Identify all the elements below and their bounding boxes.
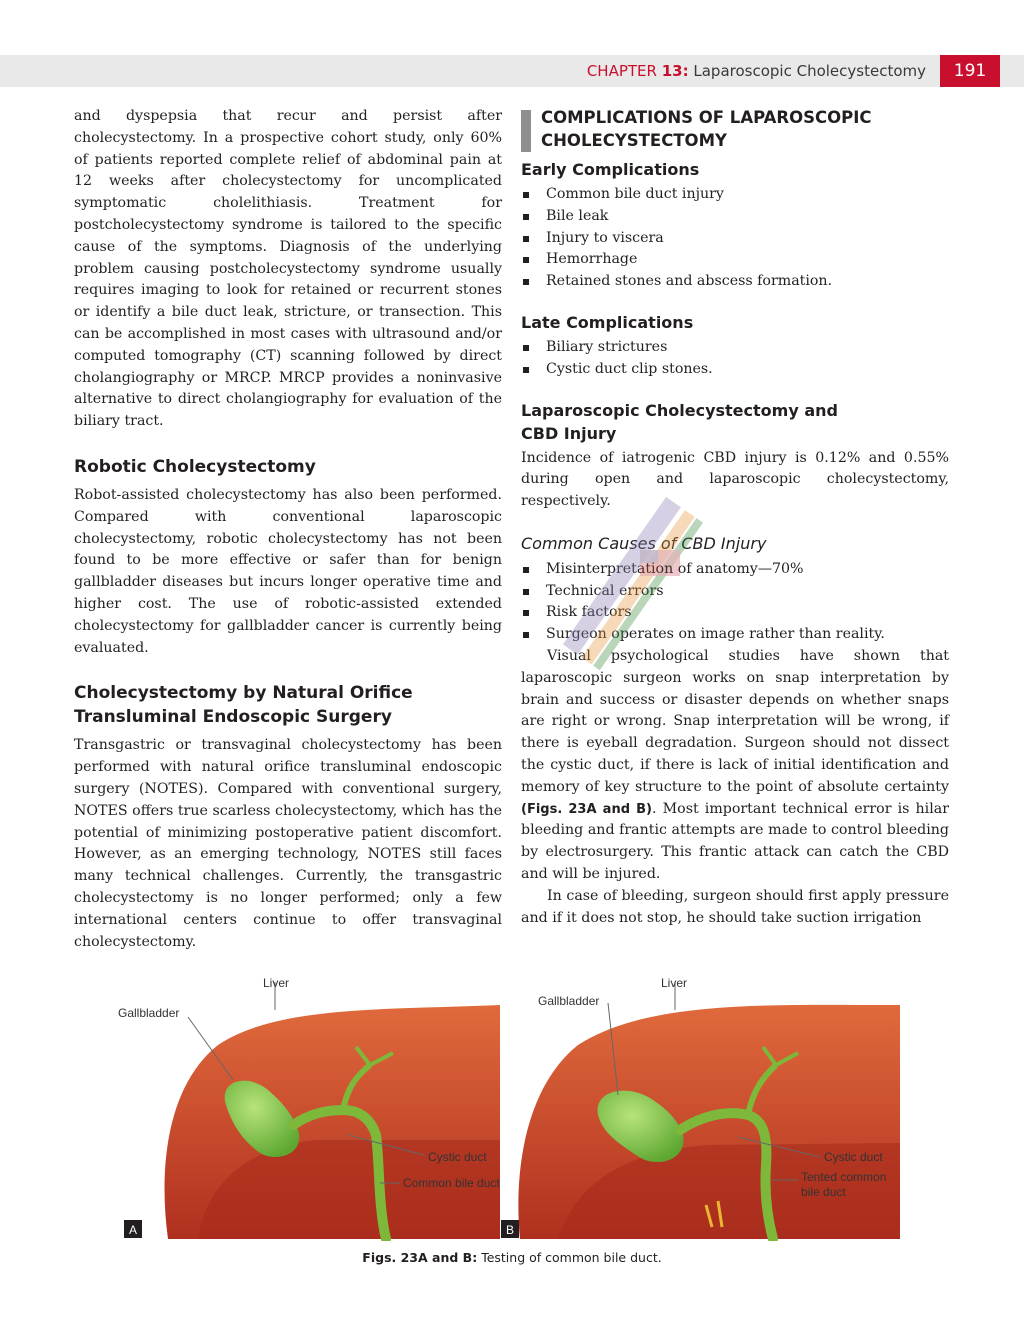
- chapter-title: Laparoscopic Cholecystectomy: [693, 62, 926, 80]
- b-gallbladder-label: Gallbladder: [538, 994, 600, 1008]
- robotic-heading: Robotic Cholecystectomy: [74, 456, 316, 477]
- robotic-paragraph: Robot-assisted cholecystectomy has also been performed. Compared with conventional laparoscopic cholecystectomy, robotic cholecystectomy has not been found to be more effective or safer than for benign gallbladder diseases but incurs longer operative time and higher cost. The use of robotic-assisted extended cholecystectomy for gallbladder cancer is currently being evaluated.: [74, 486, 502, 656]
- notes-heading: [74, 681, 502, 729]
- b-tented-label-line2: bile duct: [801, 1185, 846, 1199]
- early-complications-heading: Early Complications: [521, 160, 700, 179]
- list-item: Surgeon operates on image rather than reality.: [521, 624, 949, 646]
- common-causes-heading: Common Causes of CBD Injury: [521, 533, 767, 553]
- figure-panel-b: [501, 976, 900, 1239]
- figure-23: [108, 965, 908, 1241]
- list-item: Retained stones and abscess formation.: [521, 271, 949, 293]
- caption-text: Testing of common bile duct.: [481, 1250, 662, 1265]
- figure-panel-a: [118, 976, 500, 1239]
- cbd-injury-heading: [521, 399, 949, 445]
- a-liver-label: Liver: [263, 976, 290, 990]
- a-cystic-duct-label: Cystic duct: [428, 1150, 487, 1164]
- caption-label: Figs. 23A and B:: [362, 1250, 478, 1265]
- page-number: 191: [940, 55, 1000, 87]
- late-complications-list: [521, 337, 949, 381]
- list-item: Bile leak: [521, 206, 949, 228]
- chapter-prefix: CHAPTER: [586, 62, 657, 80]
- panel-b-label: B: [505, 1223, 515, 1237]
- common-causes-list: [521, 559, 949, 646]
- a-gallbladder-label: Gallbladder: [118, 1006, 180, 1020]
- figure-caption: [0, 1250, 1024, 1265]
- early-complications-list: [521, 184, 949, 293]
- chapter-number: 13:: [661, 62, 689, 80]
- right-column: [521, 106, 949, 929]
- list-item: Injury to viscera: [521, 228, 949, 250]
- visual-paragraph-text: Visual psychological studies have shown that laparoscopic surgeon works on snap interpretation by brain and success or disaster depends on whether snaps are right or wrong. Snap interpretation will be wrong, if there is eyeball degradation. Surgeon should not dissect the cystic duct, if there is lack of initial identification and memory of key structure to the point of absolute certainty: [521, 647, 949, 795]
- cbd-heading-line1: Laparoscopic Cholecystectomy and: [521, 400, 838, 420]
- cbd-heading-line2: CBD Injury: [521, 423, 617, 443]
- visual-paragraph-tail: . Most important technical error is hilar bleeding and frantic attempts are made to control bleeding by electrosurgery. This frantic attack can catch the CBD and will be injured.: [521, 800, 949, 882]
- list-item: Misinterpretation of anatomy—70%: [521, 559, 949, 581]
- cbd-incidence-paragraph: Incidence of iatrogenic CBD injury is 0.12% and 0.55% during open and laparoscopic cholecystectomy, respectively.: [521, 449, 949, 510]
- section-title-line2: CHOLECYSTECTOMY: [541, 131, 727, 150]
- list-item: Risk factors: [521, 602, 949, 624]
- notes-heading-line1: Cholecystectomy by Natural Orifice: [74, 683, 413, 704]
- b-liver-label: Liver: [661, 976, 688, 990]
- panel-a-label: A: [128, 1223, 138, 1237]
- list-item: Cystic duct clip stones.: [521, 359, 949, 381]
- complications-section-title: [521, 106, 949, 152]
- section-title-line1: COMPLICATIONS OF LAPAROSCOPIC: [541, 108, 872, 127]
- figure-reference-link[interactable]: (Figs. 23A and B): [521, 801, 652, 817]
- intro-paragraph: and dyspepsia that recur and persist after cholecystectomy. In a prospective cohort study, only 60% of patients reported complete relief of abdominal pain at 12 weeks after cholecystectomy for uncomplicated symptomatic cholelithiasis. Treatment for postcholecystectomy syndrome is tailored to the specific cause of the symptoms. Diagnosis of the underlying problem causing postcholecystectomy syndrome usually requires imaging to look for retained or recurrent stones or identify a bile duct leak, stricture, or transection. This can be accomplished in most cases with ultrasound and/or computed tomography (CT) scanning followed by direct cholangiography or MRCP. MRCP provides a noninvasive alternative to direct cholangiography for evaluation of the biliary tract.: [74, 108, 502, 430]
- list-item: Hemorrhage: [521, 249, 949, 271]
- a-common-bile-duct-label: Common bile duct: [403, 1176, 500, 1190]
- notes-heading-line2: Transluminal Endoscopic Surgery: [74, 707, 392, 728]
- left-column: [74, 106, 502, 953]
- list-item: Biliary strictures: [521, 337, 949, 359]
- b-tented-label-line1: Tented common: [801, 1170, 887, 1184]
- list-item: Common bile duct injury: [521, 184, 949, 206]
- b-cystic-duct-label: Cystic duct: [824, 1150, 883, 1164]
- bleeding-paragraph: In case of bleeding, surgeon should first apply pressure and if it does not stop, he should take suction irrigation: [521, 887, 949, 926]
- list-item: Technical errors: [521, 581, 949, 603]
- late-complications-heading: Late Complications: [521, 312, 694, 332]
- notes-paragraph: Transgastric or transvaginal cholecystectomy has been performed with natural orifice transluminal endoscopic surgery (NOTES). Compared with conventional surgery, NOTES offers true scarless cholecystectomy, which has the potential of minimizing postoperative patient discomfort. However, as an emerging technology, NOTES still faces many technical challenges. Currently, the transgastric cholecystectomy is no longer performed; only a few international centers continue to offer transvaginal cholecystectomy.: [74, 737, 502, 950]
- running-header-chapter: [587, 62, 926, 80]
- visual-studies-paragraph: [521, 646, 949, 886]
